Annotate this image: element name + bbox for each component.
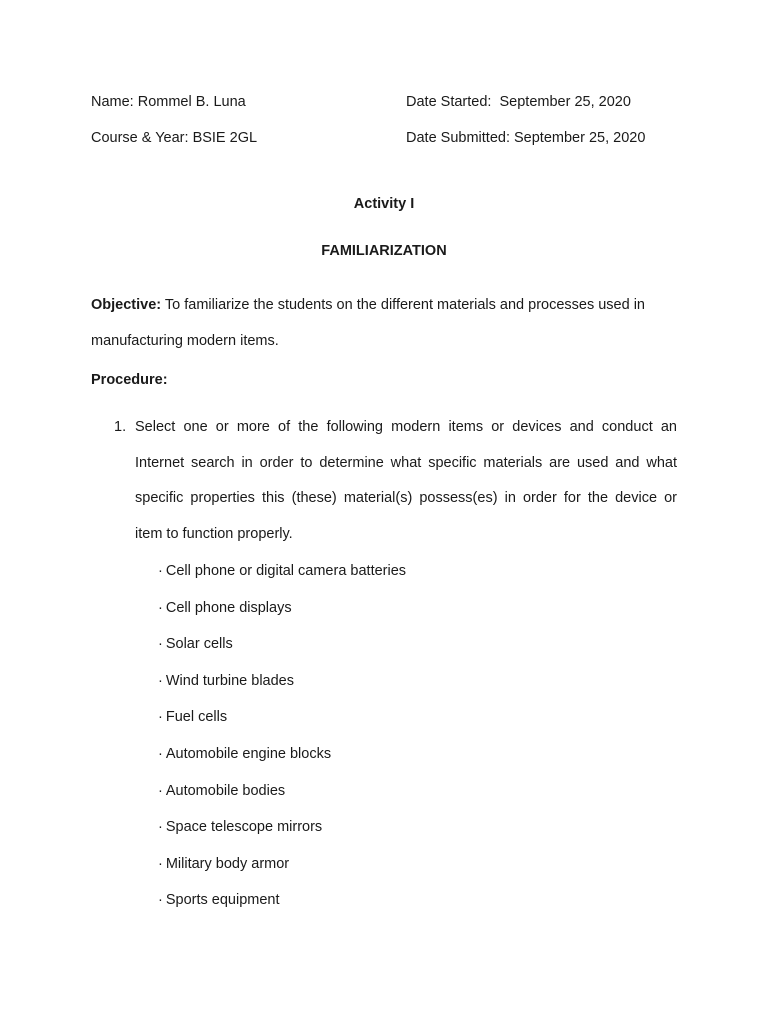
bullet-icon: · [158,563,163,579]
step-instructions [135,410,677,552]
activity-title: Activity I [353,196,415,212]
list-item-label: Cell phone displays [165,599,292,616]
bullet-icon: · [158,855,163,872]
list-item-label: Automobile bodies [165,782,286,799]
bullet-icon: · [158,636,163,653]
student-name: Name: Rommel B. Luna [91,94,246,110]
list-item-label: Solar cells [165,636,233,653]
bullet-icon: · [158,819,163,836]
list-item-label: Cell phone or digital camera batteries [165,563,407,579]
list-item [158,707,406,744]
list-item [158,890,406,927]
objective-label: Objective: [91,297,162,313]
list-item-label: Automobile engine blocks [165,745,332,762]
list-item-label: Military body armor [165,855,290,872]
procedure-label: Procedure: [91,372,168,388]
list-item [158,854,406,891]
bullet-icon: · [158,782,163,799]
list-item [158,671,406,708]
step-line: Select one or more of the following modern items or devices and conduct an [135,419,677,435]
bullet-icon: · [158,672,163,689]
date-submitted: Date Submitted: September 25, 2020 [406,130,646,146]
list-item-label: Fuel cells [165,709,228,726]
list-item-label: Sports equipment [165,892,280,909]
list-item [158,634,406,671]
list-item-label: Space telescope mirrors [165,819,323,836]
objective-text: To familiarize the students on the different materials and processes used in manufacturing modern items. [91,297,645,349]
step-line: item to function properly. [135,525,293,542]
list-item-label: Wind turbine blades [165,672,295,689]
bullet-icon: · [158,599,163,616]
date-started: Date Started: September 25, 2020 [406,94,631,110]
list-item [158,781,406,818]
step-line: specific properties this (these) material(s) possess(es) in order for the device or [135,490,677,506]
course-year: Course & Year: BSIE 2GL [91,130,258,146]
step-number: 1. [114,419,127,435]
list-item [158,561,406,598]
list-item [158,744,406,781]
bullet-icon: · [158,892,163,909]
list-item [158,598,406,635]
step-line: Internet search in order to determine what specific materials are used and what [135,454,677,471]
bullet-icon: · [158,745,163,762]
items-list [158,561,406,927]
list-item [158,817,406,854]
section-title: FAMILIARIZATION [321,243,447,259]
bullet-icon: · [158,709,163,726]
objective-paragraph [91,287,681,359]
